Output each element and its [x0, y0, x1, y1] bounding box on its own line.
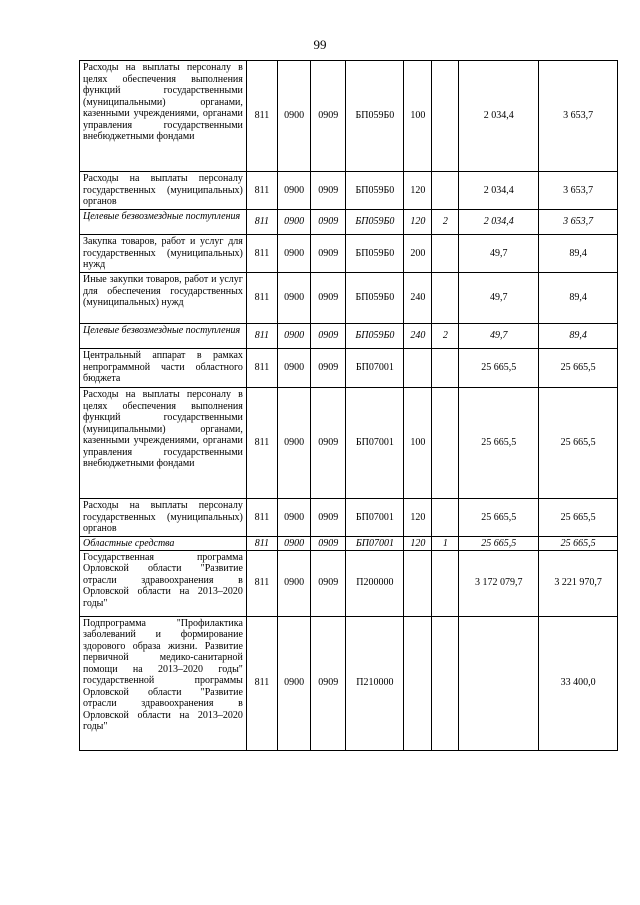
row-name: Расходы на выплаты персоналу в целях обеспечения выполнения функций государственными (муниципальными) органами, казенными учреждениями, органами управления государственными внебюджетными фондами	[80, 61, 247, 172]
section-code: 0900	[277, 324, 310, 349]
row-name: Иные закупки товаров, работ и услуг для обеспечения государственных (муниципальных) нужд	[80, 273, 247, 324]
budget-table-body	[80, 61, 618, 751]
amount-first: 2 034,4	[459, 61, 539, 172]
section-code: 0900	[277, 388, 310, 499]
budget-table	[79, 60, 618, 751]
funding-source	[432, 61, 459, 172]
table-row	[80, 61, 618, 172]
amount-first: 49,7	[459, 235, 539, 273]
amount-second: 25 665,5	[539, 349, 618, 388]
amount-second: 25 665,5	[539, 388, 618, 499]
subsection-code: 0909	[311, 616, 346, 750]
target-article: БП059Б0	[346, 235, 404, 273]
ministry-code: 811	[246, 324, 277, 349]
funding-source	[432, 349, 459, 388]
subsection-code: 0909	[311, 172, 346, 210]
amount-first: 2 034,4	[459, 210, 539, 235]
amount-first	[459, 616, 539, 750]
amount-second: 3 221 970,7	[539, 550, 618, 616]
amount-first: 25 665,5	[459, 499, 539, 537]
expense-type: 100	[404, 388, 432, 499]
ministry-code: 811	[246, 537, 277, 551]
target-article: БП059Б0	[346, 61, 404, 172]
row-name: Областные средства	[80, 537, 247, 551]
target-article: БП059Б0	[346, 324, 404, 349]
amount-first: 25 665,5	[459, 349, 539, 388]
ministry-code: 811	[246, 388, 277, 499]
table-row	[80, 172, 618, 210]
table-row	[80, 550, 618, 616]
section-code: 0900	[277, 273, 310, 324]
amount-first: 49,7	[459, 273, 539, 324]
row-name: Подпрограмма "Профилактика заболеваний и формирование здорового образа жизни. Развитие первичной медико-санитарной помощи на 2013–2020 годы" государственной программы Орловской области "Развитие отрасли здравоохранения в Орловской области на 2013–2020 годы"	[80, 616, 247, 750]
expense-type: 120	[404, 210, 432, 235]
table-row	[80, 210, 618, 235]
expense-type	[404, 550, 432, 616]
table-row	[80, 273, 618, 324]
amount-second: 25 665,5	[539, 537, 618, 551]
funding-source	[432, 499, 459, 537]
table-row	[80, 388, 618, 499]
table-row	[80, 499, 618, 537]
target-article: БП07001	[346, 388, 404, 499]
section-code: 0900	[277, 61, 310, 172]
target-article: БП059Б0	[346, 273, 404, 324]
expense-type	[404, 616, 432, 750]
expense-type: 240	[404, 324, 432, 349]
target-article: БП07001	[346, 537, 404, 551]
subsection-code: 0909	[311, 235, 346, 273]
subsection-code: 0909	[311, 324, 346, 349]
subsection-code: 0909	[311, 61, 346, 172]
subsection-code: 0909	[311, 210, 346, 235]
amount-second: 33 400,0	[539, 616, 618, 750]
amount-first: 49,7	[459, 324, 539, 349]
amount-first: 25 665,5	[459, 388, 539, 499]
amount-second: 3 653,7	[539, 172, 618, 210]
section-code: 0900	[277, 210, 310, 235]
funding-source	[432, 172, 459, 210]
expense-type: 200	[404, 235, 432, 273]
table-row	[80, 235, 618, 273]
target-article: П210000	[346, 616, 404, 750]
amount-second: 89,4	[539, 235, 618, 273]
row-name: Расходы на выплаты персоналу государственных (муниципальных) органов	[80, 172, 247, 210]
amount-first: 3 172 079,7	[459, 550, 539, 616]
row-name: Расходы на выплаты персоналу государственных (муниципальных) органов	[80, 499, 247, 537]
table-row	[80, 537, 618, 551]
amount-second: 3 653,7	[539, 61, 618, 172]
target-article: П200000	[346, 550, 404, 616]
amount-second: 3 653,7	[539, 210, 618, 235]
expense-type: 240	[404, 273, 432, 324]
expense-type	[404, 349, 432, 388]
funding-source	[432, 550, 459, 616]
subsection-code: 0909	[311, 388, 346, 499]
section-code: 0900	[277, 172, 310, 210]
section-code: 0900	[277, 537, 310, 551]
target-article: БП07001	[346, 349, 404, 388]
page-number: 99	[313, 37, 327, 52]
target-article: БП07001	[346, 499, 404, 537]
row-name: Центральный аппарат в рамках непрограммной части областного бюджета	[80, 349, 247, 388]
amount-first: 25 665,5	[459, 537, 539, 551]
row-name: Целевые безвозмездные поступления	[80, 210, 247, 235]
section-code: 0900	[277, 349, 310, 388]
subsection-code: 0909	[311, 550, 346, 616]
ministry-code: 811	[246, 273, 277, 324]
section-code: 0900	[277, 550, 310, 616]
section-code: 0900	[277, 616, 310, 750]
table-row	[80, 324, 618, 349]
amount-second: 25 665,5	[539, 499, 618, 537]
funding-source	[432, 616, 459, 750]
row-name: Закупка товаров, работ и услуг для государственных (муниципальных) нужд	[80, 235, 247, 273]
ministry-code: 811	[246, 235, 277, 273]
funding-source	[432, 273, 459, 324]
ministry-code: 811	[246, 210, 277, 235]
ministry-code: 811	[246, 550, 277, 616]
ministry-code: 811	[246, 349, 277, 388]
target-article: БП059Б0	[346, 172, 404, 210]
funding-source: 2	[432, 324, 459, 349]
ministry-code: 811	[246, 499, 277, 537]
amount-second: 89,4	[539, 273, 618, 324]
funding-source: 1	[432, 537, 459, 551]
subsection-code: 0909	[311, 499, 346, 537]
table-row	[80, 616, 618, 750]
subsection-code: 0909	[311, 349, 346, 388]
section-code: 0900	[277, 235, 310, 273]
amount-second: 89,4	[539, 324, 618, 349]
row-name: Государственная программа Орловской области "Развитие отрасли здравоохранения в Орловской области на 2013–2020 годы"	[80, 550, 247, 616]
funding-source	[432, 235, 459, 273]
ministry-code: 811	[246, 172, 277, 210]
funding-source: 2	[432, 210, 459, 235]
ministry-code: 811	[246, 616, 277, 750]
row-name: Расходы на выплаты персоналу в целях обеспечения выполнения функций государственными (муниципальными) органами, казенными учреждениями, органами управления государственными внебюджетными фондами	[80, 388, 247, 499]
expense-type: 120	[404, 499, 432, 537]
amount-first: 2 034,4	[459, 172, 539, 210]
target-article: БП059Б0	[346, 210, 404, 235]
subsection-code: 0909	[311, 273, 346, 324]
expense-type: 100	[404, 61, 432, 172]
expense-type: 120	[404, 172, 432, 210]
section-code: 0900	[277, 499, 310, 537]
row-name: Целевые безвозмездные поступления	[80, 324, 247, 349]
expense-type: 120	[404, 537, 432, 551]
table-row	[80, 349, 618, 388]
funding-source	[432, 388, 459, 499]
subsection-code: 0909	[311, 537, 346, 551]
ministry-code: 811	[246, 61, 277, 172]
